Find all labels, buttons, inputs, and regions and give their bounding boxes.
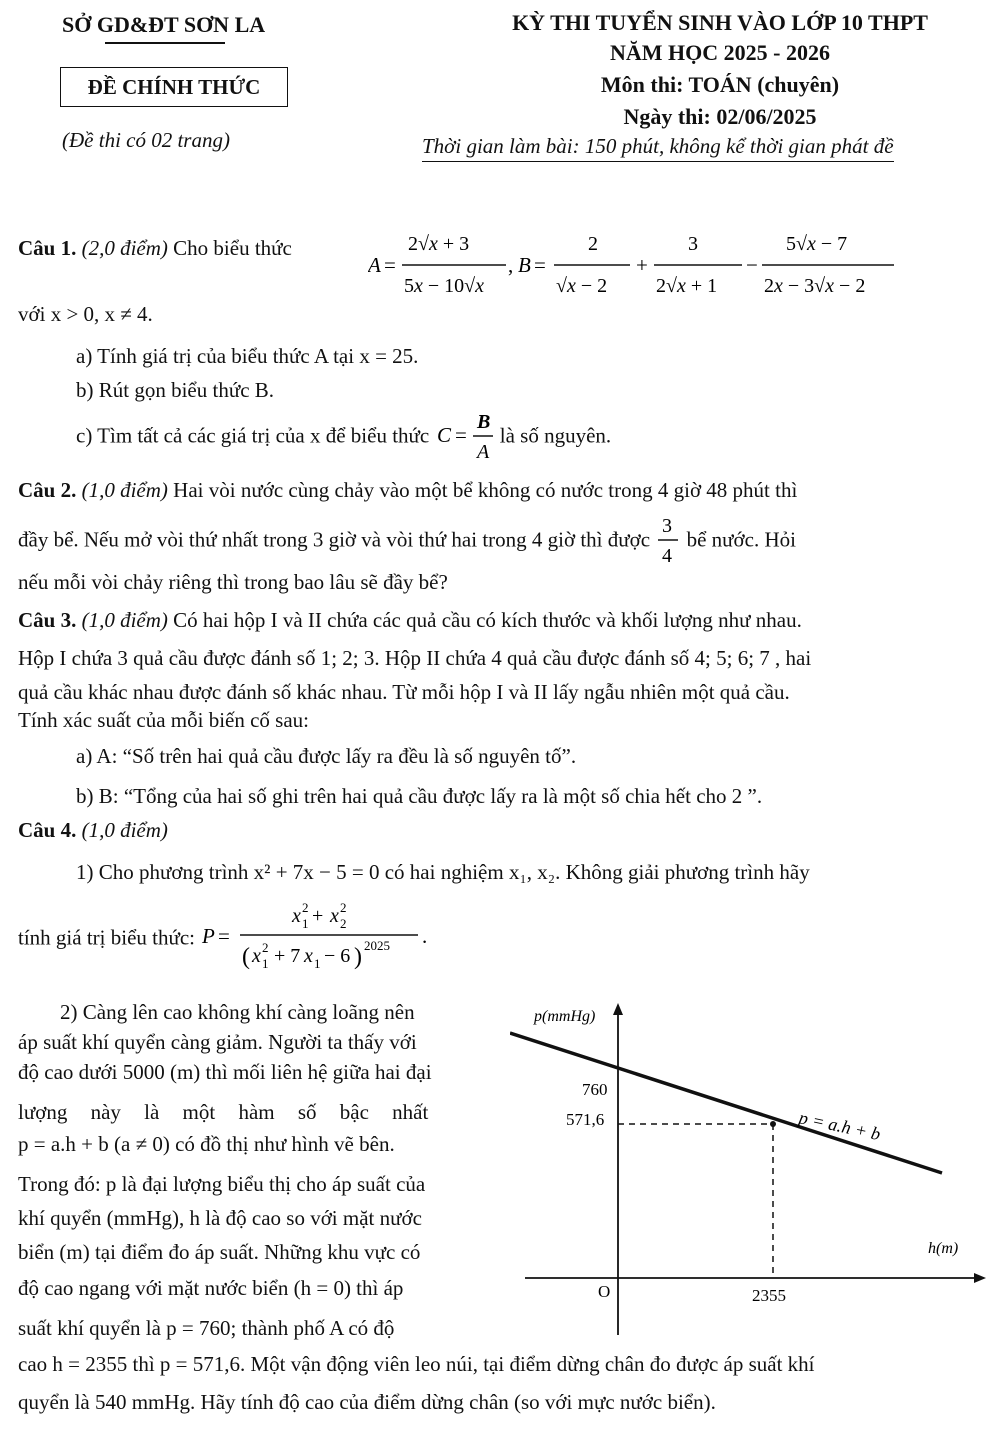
x-axis-arrow [974, 1273, 986, 1283]
q3-part-a: a) A: “Số trên hai quả cầu được lấy ra đều là số nguyên tố”. [76, 744, 577, 768]
q3-points: (1,0 điểm) [81, 608, 168, 632]
q4-part1-line1: 1) Cho phương trình x² + 7x − 5 = 0 có hai nghiệm x₁, x₂. Không giải phương trình hãy [76, 860, 810, 884]
q2-line3: nếu mỗi vòi chảy riêng thì trong bao lâu sẽ đầy bể? [18, 570, 448, 594]
svg-text:5√x − 7: 5√x − 7 [786, 233, 848, 255]
svg-text:=: = [384, 253, 396, 277]
q4-part2-line-3: lượng này là một hàm số bậc nhất [18, 1100, 429, 1124]
q1-intro-text: Cho biểu thức [173, 236, 292, 260]
q1-expressions [368, 228, 928, 308]
y-axis-label: p(mmHg) [534, 1008, 596, 1025]
svg-text:,: , [508, 253, 514, 277]
q2-line2-pre: đầy bể. Nếu mở vòi thứ nhất trong 3 giờ và vòi thứ hai trong 4 giờ thì được [18, 527, 651, 552]
svg-text:): ) [354, 944, 363, 970]
exam-title: KỲ THI TUYỂN SINH VÀO LỚP 10 THPT [512, 10, 928, 35]
svg-text:−: − [746, 253, 758, 277]
exam-date: Ngày thi: 02/06/2025 [623, 104, 817, 129]
q3-line1 [18, 608, 985, 633]
svg-text:=: = [218, 924, 231, 948]
q3-line4: Tính xác suất của mỗi biến cố sau: [18, 708, 309, 732]
svg-text:P: P [202, 924, 216, 948]
q2-fraction [655, 512, 681, 568]
exam-year: NĂM HỌC 2025 - 2026 [610, 40, 830, 65]
q1-label: Câu 1. [18, 236, 77, 260]
svg-text:B: B [518, 253, 531, 277]
x-tick-2355: 2355 [752, 1286, 786, 1305]
point-2355 [770, 1121, 776, 1127]
svg-text:√x − 2: √x − 2 [556, 275, 608, 297]
q4-part2-line-1: áp suất khí quyển càng giảm. Người ta thấy với [18, 1030, 417, 1054]
svg-text:x: x [292, 905, 302, 927]
q1-condition: với x > 0, x ≠ 4. [18, 302, 153, 326]
svg-text:2025: 2025 [364, 938, 391, 953]
q2-label: Câu 2. [18, 478, 77, 502]
q4-part2-line-9: suất khí quyển là p = 760; thành phố A có độ [18, 1316, 395, 1340]
line-equation-label: p = a.h + b [797, 1107, 883, 1145]
svg-text:2√x + 3: 2√x + 3 [408, 233, 470, 255]
svg-text:+: + [312, 905, 324, 927]
origin-label: O [598, 1282, 611, 1301]
svg-text:C: C [436, 423, 451, 447]
q4-part2-line-2: độ cao dưới 5000 (m) thì mối liên hệ giữa hai đại [18, 1060, 432, 1084]
q1-part-c-pre: c) Tìm tất cả các giá trị của x để biểu thức [76, 423, 430, 448]
q2-line1 [18, 478, 985, 503]
svg-text:2: 2 [302, 900, 309, 915]
q4-part1-line2-pre: tính giá trị biểu thức: [18, 925, 196, 950]
pressure-line [510, 1033, 942, 1173]
q4-part2-line-7: biển (m) tại điểm đo áp suất. Những khu vực có [18, 1240, 421, 1264]
q2-points: (1,0 điểm) [81, 478, 168, 502]
q1-points: (2,0 điểm) [81, 236, 168, 260]
q4-part2-line-6: khí quyển (mmHg), h là độ cao so với mặt nước [18, 1206, 422, 1230]
q1-part-c-post: là số nguyên. [499, 423, 612, 448]
svg-text:A: A [368, 253, 381, 277]
svg-text:− 6: − 6 [324, 945, 351, 967]
exam-subject: Môn thi: TOÁN (chuyên) [600, 72, 840, 97]
svg-text:4: 4 [662, 545, 673, 567]
q3-line3: quả cầu khác nhau được đánh số khác nhau. Từ mỗi hộp I và II lấy ngẫu nhiên một quả cầu. [18, 680, 790, 704]
q1-formula [368, 228, 928, 302]
svg-text:x: x [330, 905, 340, 927]
svg-text:x: x [304, 945, 314, 967]
svg-text:2√x + 1: 2√x + 1 [656, 275, 718, 297]
q4-heading [18, 818, 985, 843]
svg-text:.: . [422, 924, 428, 948]
q4-part2-line-4: p = a.h + b (a ≠ 0) có đồ thị như hình vẽ bên. [18, 1132, 395, 1156]
svg-text:3: 3 [688, 233, 698, 255]
svg-text:2x − 3√x − 2: 2x − 3√x − 2 [764, 275, 866, 297]
svg-text:A: A [476, 441, 489, 463]
svg-text:x: x [252, 945, 262, 967]
q4-P-formula [200, 898, 430, 978]
svg-text:1: 1 [262, 956, 269, 971]
q4-part2-full-1: cao h = 2355 thì p = 571,6. Một vận động viên leo núi, tại điểm dừng chân đo được áp suất khí [18, 1352, 815, 1376]
svg-text:2: 2 [340, 916, 347, 931]
svg-text:(: ( [242, 944, 251, 970]
q3-part-b: b) B: “Tổng của hai số ghi trên hai quả cầu được lấy ra là một số chia hết cho 2 ”. [76, 784, 763, 808]
q4-part2-full-2: quyển là 540 mmHg. Hãy tính độ cao của điểm dừng chân (so với mực nước biển). [18, 1390, 716, 1414]
q4-label: Câu 4. [18, 818, 77, 842]
q4-part1-line2 [18, 898, 430, 978]
q2-line2-post: bể nước. Hỏi [686, 527, 796, 552]
q3-label: Câu 3. [18, 608, 77, 632]
q3-line1-text: Có hai hộp I và II chứa các quả cầu có kích thước và khối lượng như nhau. [173, 608, 802, 632]
q4-points: (1,0 điểm) [81, 818, 168, 842]
q4-part2-line-8: độ cao ngang với mặt nước biển (h = 0) thì áp [18, 1276, 404, 1300]
official-badge: ĐỀ CHÍNH THỨC [60, 67, 288, 107]
svg-text:5x − 10√x: 5x − 10√x [404, 275, 485, 297]
y-tick-760: 760 [582, 1080, 608, 1099]
q2-line2 [18, 512, 985, 568]
svg-text:2: 2 [340, 900, 347, 915]
svg-text:1: 1 [314, 956, 321, 971]
svg-text:+: + [636, 253, 648, 277]
q2-line1-text: Hai vòi nước cùng chảy vào một bể không có nước trong 4 giờ 48 phút thì [173, 478, 798, 502]
q4-part2-line-5: Trong đó: p là đại lượng biểu thị cho áp suất của [18, 1172, 426, 1196]
y-axis-arrow [613, 1003, 623, 1015]
svg-text:+ 7: + 7 [274, 945, 301, 967]
svg-text:2: 2 [588, 233, 598, 255]
svg-text:1: 1 [302, 916, 309, 931]
q1-part-b: b) Rút gọn biểu thức B. [76, 378, 275, 402]
page-count-note: (Đề thi có 02 trang) [62, 128, 230, 152]
svg-text:B: B [476, 411, 490, 433]
svg-text:=: = [454, 423, 467, 447]
exam-duration: Thời gian làm bài: 150 phút, không kể thời gian phát đề [422, 134, 894, 162]
q4-part2-line-0: 2) Càng lên cao không khí càng loãng nên [60, 1000, 415, 1024]
pressure-height-graph [510, 995, 990, 1345]
svg-text:2: 2 [262, 940, 269, 955]
q3-line2: Hộp I chứa 3 quả cầu được đánh số 1; 2; 3. Hộp II chứa 4 quả cầu được đánh số 4; 5; 6; 7 , hai [18, 646, 812, 670]
y-tick-5716: 571,6 [566, 1110, 605, 1129]
q1-c-formula [435, 408, 495, 464]
q1-part-c [76, 408, 611, 464]
header-org: SỞ GD&ĐT SƠN LA [62, 12, 266, 37]
header-org-underline [105, 42, 225, 44]
x-axis-label: h(m) [928, 1240, 959, 1257]
svg-text:3: 3 [662, 515, 673, 537]
svg-text:=: = [534, 253, 546, 277]
q1-part-a: a) Tính giá trị của biểu thức A tại x = 25. [76, 344, 419, 368]
